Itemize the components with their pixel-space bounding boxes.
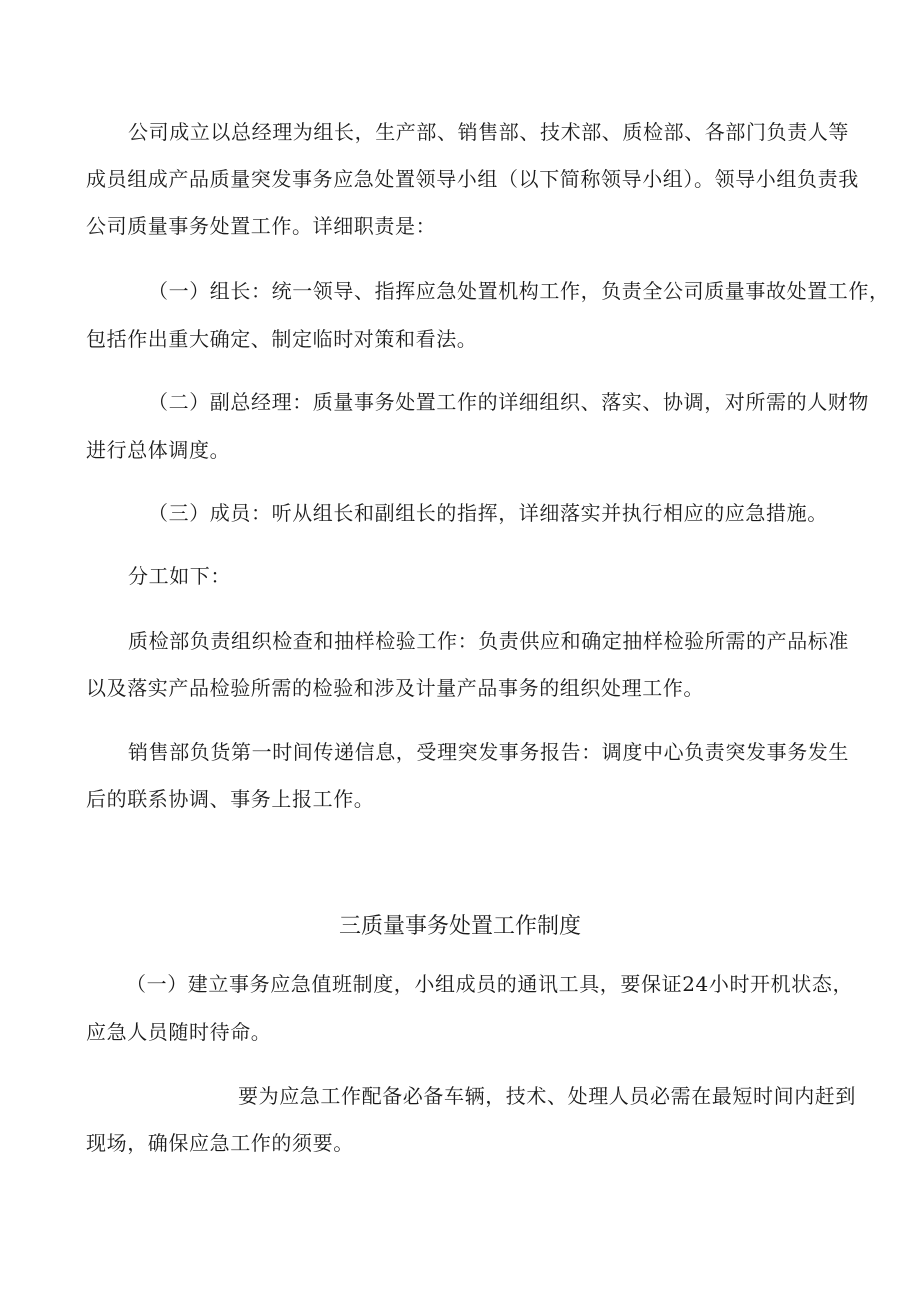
paragraph-1-line-1: 公司成立以总经理为组长，生产部、销售部、技术部、质检部、各部门负责人等	[128, 120, 849, 144]
section-heading: 三质量事务处置工作制度	[338, 914, 581, 939]
paragraph-6-line-1: 质检部负责组织检查和抽样检验工作：负责供应和确定抽样检验所需的产品标准	[128, 629, 849, 653]
section-paragraph-2-line-1: 要为应急工作配备必备车辆，技术、处理人员必需在最短时间内赶到	[238, 1084, 856, 1108]
paragraph-3-line-1: （二）副总经理：质量事务处置工作的详细组织、落实、协调，对所需的人财物	[148, 390, 869, 414]
paragraph-7-line-2: 后的联系协调、事务上报工作。	[86, 787, 375, 811]
section-paragraph-1-line-2: 应急人员随时待命。	[86, 1020, 272, 1044]
paragraph-1-line-3: 公司质量事务处置工作。详细职责是：	[86, 214, 437, 238]
paragraph-7-line-1: 销售部负货第一时间传递信息，受理突发事务报告：调度中心负责突发事务发生	[128, 740, 849, 764]
paragraph-2-line-2: 包括作出重大确定、制定临时对策和看法。	[86, 327, 478, 351]
paragraph-3-line-2: 进行总体调度。	[86, 438, 231, 462]
section-paragraph-1-line-1: （一）建立事务应急值班制度，小组成员的通讯工具，要保证24小时开机状态，	[126, 972, 854, 996]
paragraph-5-line-1: 分工如下：	[128, 564, 231, 588]
paragraph-6-line-2: 以及落实产品检验所需的检验和涉及计量产品事务的组织处理工作。	[86, 676, 704, 700]
section-paragraph-2-line-2: 现场，确保应急工作的须要。	[86, 1131, 354, 1155]
paragraph-1-line-2: 成员组成产品质量突发事务应急处置领导小组（以下简称领导小组）。领导小组负责我	[86, 167, 859, 191]
paragraph-4-line-1: （三）成员：听从组长和副组长的指挥，详细落实并执行相应的应急措施。	[148, 501, 828, 525]
paragraph-2-line-1: （一）组长：统一领导、指挥应急处置机构工作，负责全公司质量事故处置工作，	[148, 279, 890, 303]
